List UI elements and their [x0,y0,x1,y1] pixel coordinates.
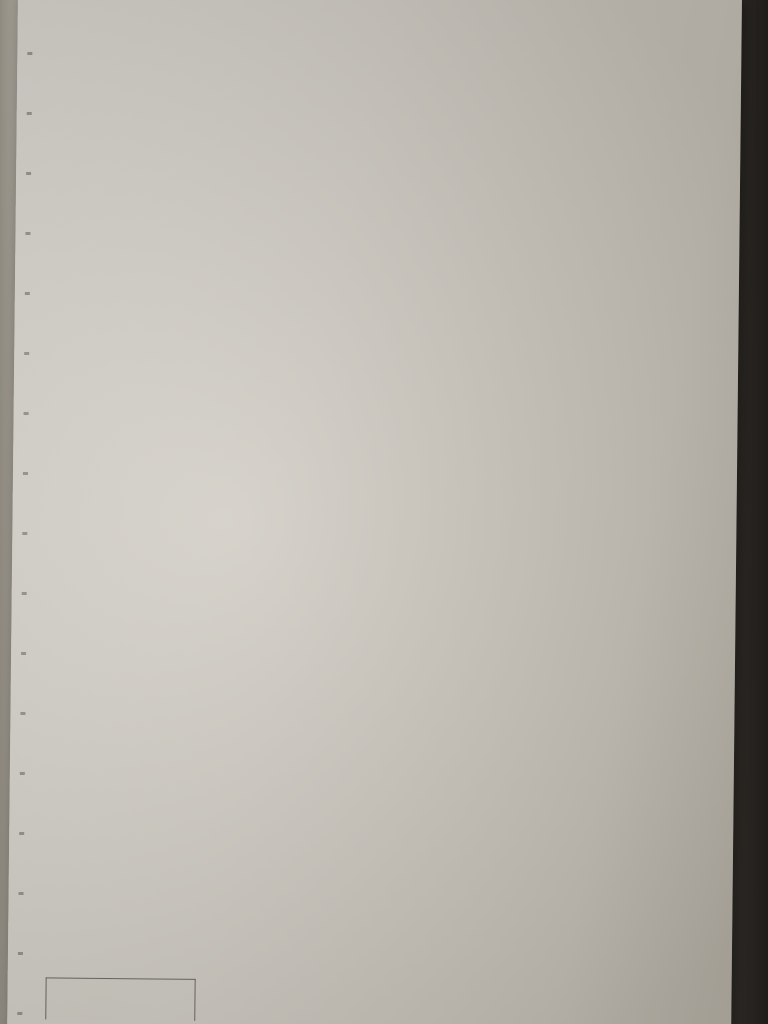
stamp-line-1 [53,982,189,983]
document-body [69,1,709,48]
approval-stamp [45,977,195,1021]
page-number [70,1,710,8]
document-page [7,0,742,1024]
binding-holes [17,0,33,1016]
top-paragraphs [70,2,710,9]
section-heading [69,41,709,48]
stamp-line-2 [53,982,189,983]
resolution-paragraphs [69,41,709,48]
lighting-overlay [7,0,742,1024]
